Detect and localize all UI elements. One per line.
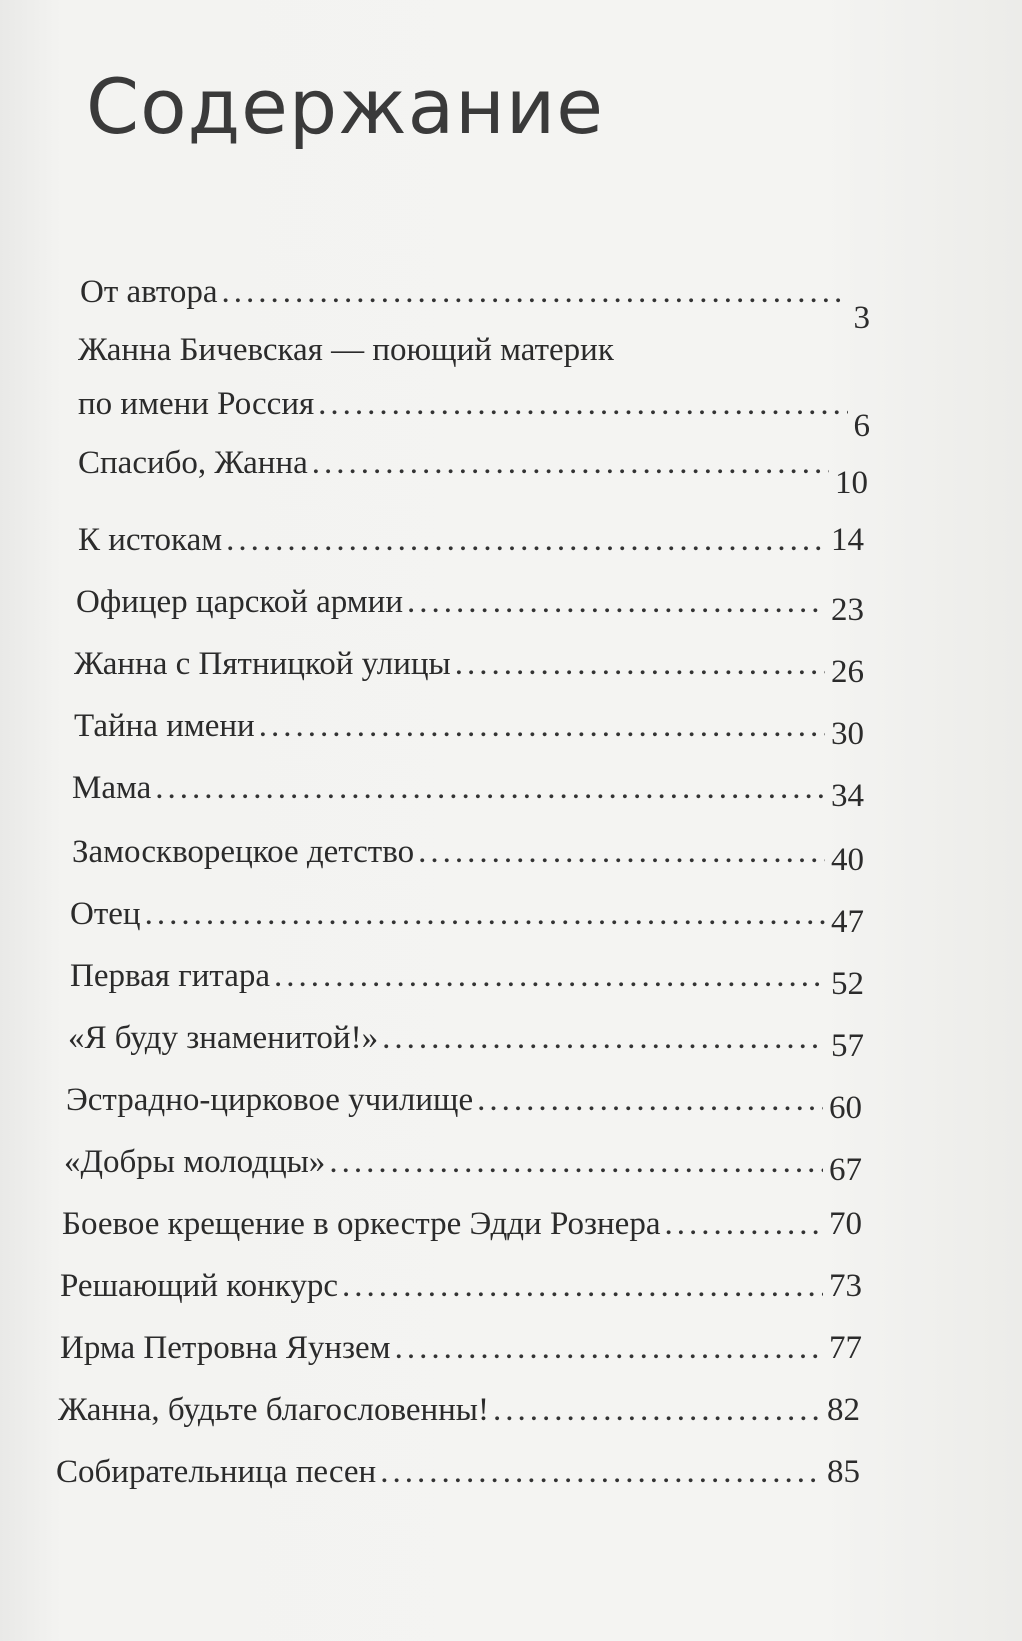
toc-entry-title: Эстрадно-цирковое училище	[66, 1082, 474, 1118]
toc-entry-title: Первая гитара	[70, 958, 271, 994]
toc-leader-dots	[342, 1266, 823, 1306]
toc-entry-title: Спасибо, Жанна	[78, 445, 308, 481]
toc-entry-title: Жанна, будьте благословенны!	[58, 1392, 489, 1428]
toc-leader-dots	[155, 768, 825, 808]
toc-leader-dots	[455, 644, 825, 684]
toc-entry-title: Замоскворецкое детство	[72, 834, 415, 870]
toc-entry[interactable]	[60, 1328, 862, 1368]
toc-entry[interactable]	[64, 1142, 862, 1188]
toc-leader-dots	[274, 956, 825, 996]
toc-entry-title-line1: Жанна Бичевская — поющий материк	[78, 332, 614, 368]
toc-entry-title: Мама	[72, 770, 152, 806]
toc-entry-title: Решающий конкурс	[60, 1268, 338, 1304]
toc-page-number: 3	[853, 300, 870, 336]
toc-entry-title: К истокам	[78, 522, 223, 558]
toc-entry-title: Жанна с Пятницкой улицы	[74, 646, 451, 682]
toc-page-number: 77	[829, 1330, 862, 1366]
toc-page-number: 73	[829, 1268, 862, 1304]
toc-leader-dots	[407, 582, 825, 622]
toc-leader-dots	[259, 706, 825, 746]
toc-leader-dots	[380, 1452, 821, 1492]
toc-page-number: 30	[831, 716, 864, 752]
toc-entry-title: Собирательница песен	[56, 1454, 377, 1490]
page-title: Содержание	[86, 62, 604, 151]
toc-leader-dots	[145, 894, 825, 934]
toc-page-number: 85	[827, 1454, 860, 1490]
toc-entry-title: по имени Россия	[78, 386, 315, 422]
toc-page-number: 70	[829, 1206, 862, 1242]
toc-entry-title: Тайна имени	[74, 708, 255, 744]
toc-page-number: 14	[831, 522, 864, 558]
toc-page-number: 23	[831, 592, 864, 628]
toc-entry[interactable]	[66, 1080, 862, 1126]
toc-entry[interactable]	[72, 768, 864, 814]
toc-entry[interactable]	[70, 894, 864, 940]
toc-entry[interactable]	[56, 1452, 860, 1492]
toc-entry[interactable]	[80, 272, 870, 336]
toc-entry-title: От автора	[80, 274, 218, 310]
toc-entry[interactable]	[74, 706, 864, 752]
toc-entry-title: Ирма Петровна Яунзем	[60, 1330, 391, 1366]
toc-entry-title: Офицер царской армии	[76, 584, 404, 620]
toc-entry-title: «Добры молодцы»	[64, 1144, 326, 1180]
toc-page-number: 40	[831, 842, 864, 878]
toc-entry[interactable]	[70, 956, 864, 1002]
toc-page-number: 52	[831, 966, 864, 1002]
toc-page-number: 47	[831, 904, 864, 940]
toc-page-number: 67	[829, 1152, 862, 1188]
toc-leader-dots	[226, 520, 825, 560]
toc-entry[interactable]	[78, 443, 868, 501]
toc-entry[interactable]	[74, 644, 864, 690]
toc-page-number: 57	[831, 1028, 864, 1064]
toc-entry[interactable]	[60, 1266, 862, 1306]
toc-page-number: 60	[829, 1090, 862, 1126]
toc-leader-dots	[312, 443, 829, 483]
toc-entry-title: Отец	[70, 896, 141, 932]
toc-leader-dots	[318, 384, 847, 424]
toc-entry[interactable]	[68, 1018, 864, 1064]
toc-entry[interactable]	[62, 1204, 862, 1244]
toc-leader-dots	[493, 1390, 821, 1430]
toc-entry[interactable]	[58, 1390, 860, 1430]
toc-entry[interactable]	[78, 520, 864, 560]
toc-page-number: 26	[831, 654, 864, 690]
toc-page-number: 82	[827, 1392, 860, 1428]
toc-entry[interactable]	[76, 582, 864, 628]
toc-leader-dots	[329, 1142, 823, 1182]
toc-entry-title: «Я буду знаменитой!»	[68, 1020, 379, 1056]
toc-entry-title: Боевое крещение в оркестре Эдди Рознера	[62, 1206, 661, 1242]
toc-page-number: 34	[831, 778, 864, 814]
toc-leader-dots	[222, 272, 848, 312]
toc-leader-dots	[664, 1204, 823, 1244]
toc-entry[interactable]	[72, 832, 864, 878]
toc-entry[interactable]	[78, 332, 870, 444]
toc-page-number: 10	[835, 465, 868, 501]
toc-leader-dots	[382, 1018, 825, 1058]
toc-leader-dots	[477, 1080, 823, 1120]
toc-leader-dots	[418, 832, 825, 872]
toc-leader-dots	[395, 1328, 823, 1368]
toc-page-number: 6	[853, 408, 870, 444]
